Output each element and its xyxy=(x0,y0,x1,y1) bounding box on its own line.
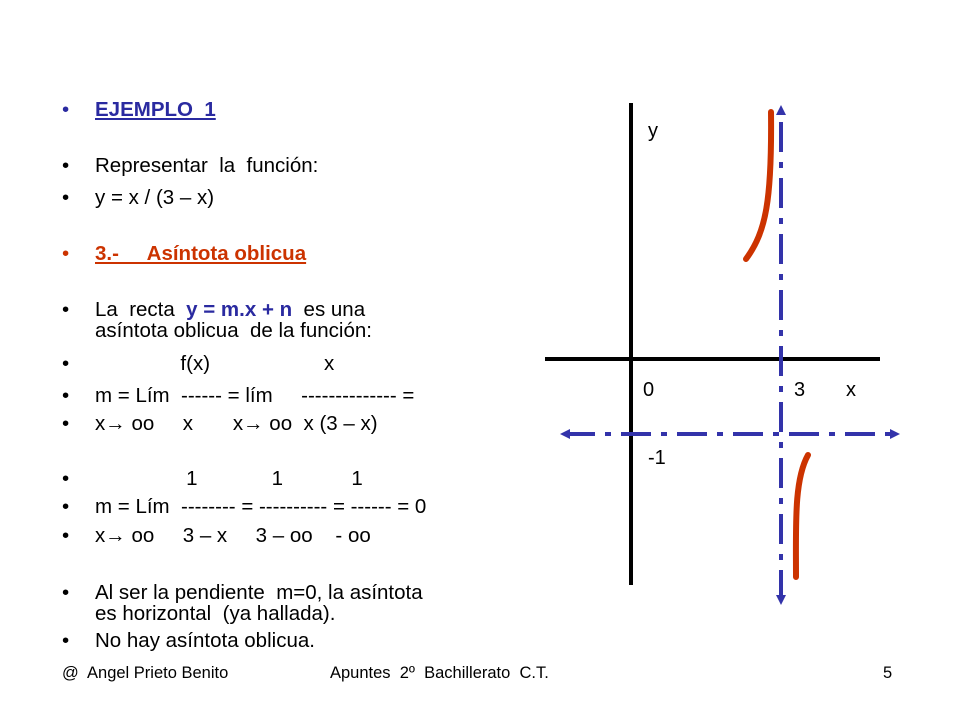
right-arrow-icon: → xyxy=(105,524,126,547)
right-arrow-icon: → xyxy=(105,412,126,435)
origin-label: 0 xyxy=(643,379,655,401)
line-text: • No hay asíntota oblicua. xyxy=(95,629,315,652)
line-text: • f(x) x xyxy=(95,352,335,375)
heading-text: • EJEMPLO 1 xyxy=(95,98,216,121)
text-part: es una xyxy=(292,298,366,321)
footer-page-number: 5 xyxy=(883,664,893,682)
footer-author: @ Angel Prieto Benito xyxy=(62,664,229,682)
right-arrow-icon: → xyxy=(243,412,264,435)
footer-title: Apuntes 2º Bachillerato C.T. xyxy=(330,664,549,682)
y-tick-label: -1 xyxy=(648,447,666,469)
text-part: La recta xyxy=(95,298,187,321)
x-tick-label: 3 xyxy=(794,379,806,401)
line-text: asíntota oblicua de la función: xyxy=(95,319,372,342)
line-text: • y = x / (3 – x) xyxy=(95,186,215,209)
line-text: es horizontal (ya hallada). xyxy=(95,602,336,625)
line-text: • m = Lím -------- = ---------- = ------ = 0 xyxy=(95,495,427,518)
line-text: • Al ser la pendiente m=0, la asíntota xyxy=(95,581,423,604)
line-text: • 1 1 1 xyxy=(95,467,363,490)
subheading-text: • 3.- Asíntota oblicua xyxy=(95,242,307,265)
text-part: oo 3 – x 3 – oo - oo xyxy=(125,524,371,547)
x-axis-label: x xyxy=(846,379,856,401)
curve-branch-lower xyxy=(796,455,808,577)
text-part: x xyxy=(95,524,106,547)
text-part: oo x x xyxy=(125,412,244,435)
line-text: • Representar la función: xyxy=(95,154,319,177)
text-part: oo x (3 – x) xyxy=(263,412,378,435)
curve-branch-upper xyxy=(746,112,771,259)
line-text: • m = Lím ------ = lím -------------- = xyxy=(95,384,415,407)
y-axis-label: y xyxy=(648,120,658,142)
equation-highlight: y = m.x + n xyxy=(186,298,293,321)
text-part: x xyxy=(95,412,106,435)
